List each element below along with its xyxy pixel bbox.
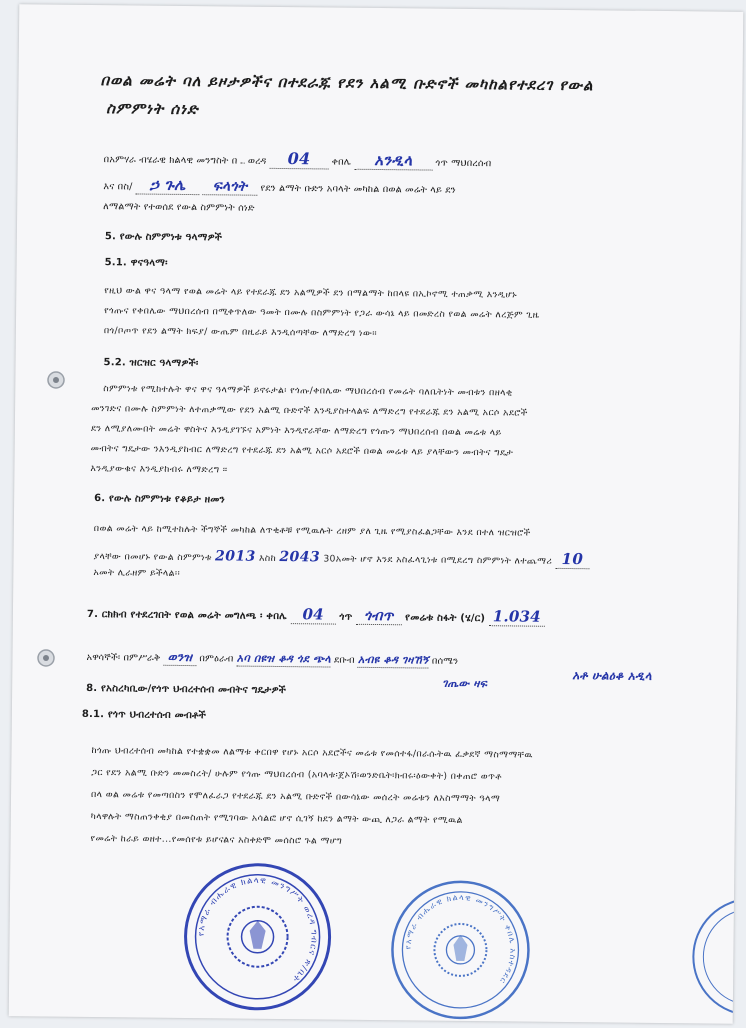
end-year: 2043 (279, 548, 321, 566)
section81-line1: ከጎጡ ህብረተሰብ መካከል የተቋቋመ ለልማቱ ቀርበዋ የሆኑ አርሶ አደሮችና መሬቱ የመሰተፋ/በራሱትዉ ፈቃደኛ ማስማማቸዉ (91, 745, 533, 761)
got-label: ጎጥ (339, 611, 353, 623)
got-value: ጎብጥ (356, 608, 402, 625)
section7-row1 (87, 603, 545, 627)
document-title-line2: ስምምነት ሰነድ (106, 99, 199, 119)
section7-heading: 7. ርክክብ የተደረገበት የወል መሬት መግለጫ ፡ ቀበሌ (86, 608, 287, 623)
section7-kebele-value: 04 (290, 605, 335, 624)
west-value: አባ በዩዝ ቆዳ ጎደ ጭላ (236, 651, 331, 666)
section7-row2 (86, 649, 458, 669)
north-value: አቶ ሁልዕቆ አዲላ (572, 668, 652, 683)
parties-row3: ለማልማት የተወሰደ የውል ስምምነት ሰነድ (103, 201, 255, 214)
left-official-stamp (177, 856, 339, 1018)
extra-years: 10 (555, 550, 589, 569)
east-value: ወንዝ (164, 650, 197, 666)
section6-heading: 6. የውሉ ስምምነቱ የቆይታ ዘመን (94, 493, 226, 506)
document-title-line1: በወል መሬት ባለ ይዞታዎችና በተደራጁ የደን አልሚ ቡድኖች መካከልየተደረገ የውል (100, 71, 594, 95)
name2-value: ፍላጎት (203, 178, 258, 196)
area-label: የመሬቱ ስፋት (ሄ/ር) (405, 612, 486, 625)
section52-line3: ደን ለሚያለሙበት መሬት ዋስትና እንዲያገኙና አምነት እንዲኖራቸው ለማድረግ የጎጡን ማህበረሰብ በወል መሬቱ ላይ (90, 423, 502, 439)
row1-suffix: ጎጥ ማህበረሰብ (435, 157, 492, 170)
section81-line3: በላ ወል መሬቱ የመጣበስን የሞለፈራጋ የተደራጁ ደን አልሚ ቡድኖች በውሳኔው መሰረት መሬቱን ለአስማማት ዓላማ (90, 789, 501, 805)
kebele-value: አንዲላ (354, 151, 432, 171)
kebele-label: ቀበሌ (331, 156, 352, 168)
section5-heading: 5. የውሉ ስምምነቱ ዓላማዎች (104, 231, 223, 244)
start-year: 2013 (215, 548, 256, 565)
row1-prefix: በአምሃራ ብሄራዊ ክልላዊ መንግስት በ (103, 154, 238, 167)
woreda-label: ወረዳ (247, 155, 267, 167)
section6-line2-suffix: 30አመት ሆኖ እንደ አስፈላጊነቱ በሚደረግ ስምምነት ለተጨማሪ (323, 553, 553, 567)
partial-stamp-edge (681, 891, 734, 1022)
section52-line1: ስምምነቱ የሚከተሉት ዋና ዋና ዓላማዎች ይኖሩታል፡ የጎጡ/ቀበሌው ማህበረሰብ የመሬት ባለቤትነት መብቱን በዘላቂ (103, 383, 513, 399)
south-value: አብዩ ቆዳ ገዛኸኝ (357, 652, 429, 667)
parties-row1 (104, 147, 492, 171)
south-extra: ገጤው ዛፍ (442, 676, 488, 691)
section51-line3: በጎ/ቦጦጥ የደን ልማት ክፍያ/ ውጤም በዚራይ እንዲሰጣቸው ለማድረግ ነው። (103, 325, 377, 339)
parties-row2 (103, 175, 456, 198)
section81-heading: 8.1. የጎጥ ህብረተሰብ መብቶች (81, 708, 207, 722)
area-value: 1.034 (489, 607, 545, 627)
section51-heading: 5.1. ዋናዓላማ፡ (104, 257, 168, 269)
section52-line5: እንዲያውቁና እንዲያከብሩ ለማድረግ ። (90, 463, 228, 476)
section81-line2: ጋር የደን አልሚ ቡድን መመስረት/ ሁሉም የጎጡ ማህበረሰብ (አባላቱ፡ጀኦሽ፡ወንድቤት፡ክብሩ፡ዕውቀት) በቀጠሮ ወጥቶ (91, 767, 502, 783)
west-label: በምዕራብ (199, 653, 234, 665)
section6-line2 (93, 545, 589, 569)
section52-line4: መብትና ግዴታው ንእንዲያከብር ለማድረግ የተደራጁ ደን አልሚ አርሶ አደሮች በወል መሬቱ ላይ ያላቸውን መብትና ግዴታ (90, 443, 514, 459)
boundary-label: አዋሳኞች፡ በምሥራቅ (86, 651, 161, 664)
north-label: በሰሜን (431, 655, 459, 667)
row2-suffix: የደን ልማት ቡድን አባላት መካከል በወል መሬት ላይ ደን (260, 182, 456, 196)
section6-line1: በወል መሬት ላይ ከሚተከሉት ችግኞች መካከል ለጥቂቶቹ የሚዉሉት ረዘም ያለ ጊዜ የሚያስፈልጋቸው እንደ በተለ ዝርዝሮች (93, 523, 531, 539)
right-stamp-text: የአማራ ብሔራዊ ክልላዊ መንግሥት ቀበሌ አስተዳደር (403, 892, 518, 986)
section81-line4: ካላዋሉት ማስጠንቀቂያ በመስጠት የሚገባው አሳልፎ ሆኖ ሲገኝ ከደን ልማት ውጪ ለጋራ ልማት የሚዉል (90, 811, 463, 826)
right-official-stamp (385, 874, 537, 1026)
section6-line2-prefix: ያላቸው በመሆኑ የውል ስምምነቱ (93, 551, 212, 564)
section51-line2: የጎጡና የቀበሌው ማህበረሰብ በሚቀጥለው ዓመት በሙሉ በስምምነት የጋራ ውሳኔ ላይ በመድረስ የወል መሬት ለረጅም ጊዜ (104, 305, 540, 321)
name1-value: ኃ ጉሌ (136, 175, 200, 195)
section81-line5: የመሬት ከራይ ወዘተ...የመሰየቱ ይሆናልና አስቀድሞ መሰስሮ ጉል ማሆግ (90, 833, 343, 847)
south-label: ደቡብ (334, 654, 355, 666)
section51-line1: የዚህ ውል ዋና ዓላማ የወል መሬት ላይ የተደራጁ ደን አልሚዎች ደን በማልማት ከበላዩ በኢኮኖሚ ተጠቃሚ እንዲሆኑ (104, 285, 518, 301)
left-stamp-text: የአማራ ብሔራዊ ክልላዊ መንግሥት ወረዳ ግብርና ጽ/ቤት (196, 875, 319, 985)
document-page (9, 4, 744, 1024)
woreda-value: 04 (270, 149, 329, 170)
section6-line3: አመት ሊራዘም ይችላል፡፡ (93, 567, 181, 579)
section6-line2-mid: እስከ (258, 552, 277, 564)
section52-line2: መንገድና በሙሉ ስምምነት ለተጠቃሚው የደን አልሚ ቡድኖች እንዲያስተላልፍ ለማድረግ የተደራጁ ደን አልሚ አርሶ አደሮች (91, 403, 528, 419)
section8-heading: 8. የአስረካቢው/የጎጥ ህብረተሰብ መብትና ግዴታዎች (86, 682, 287, 697)
row2-prefix: እና በስ/ (103, 181, 133, 193)
section52-heading: 5.2. ዝርዝር ዓላማዎች፡ (103, 357, 199, 370)
